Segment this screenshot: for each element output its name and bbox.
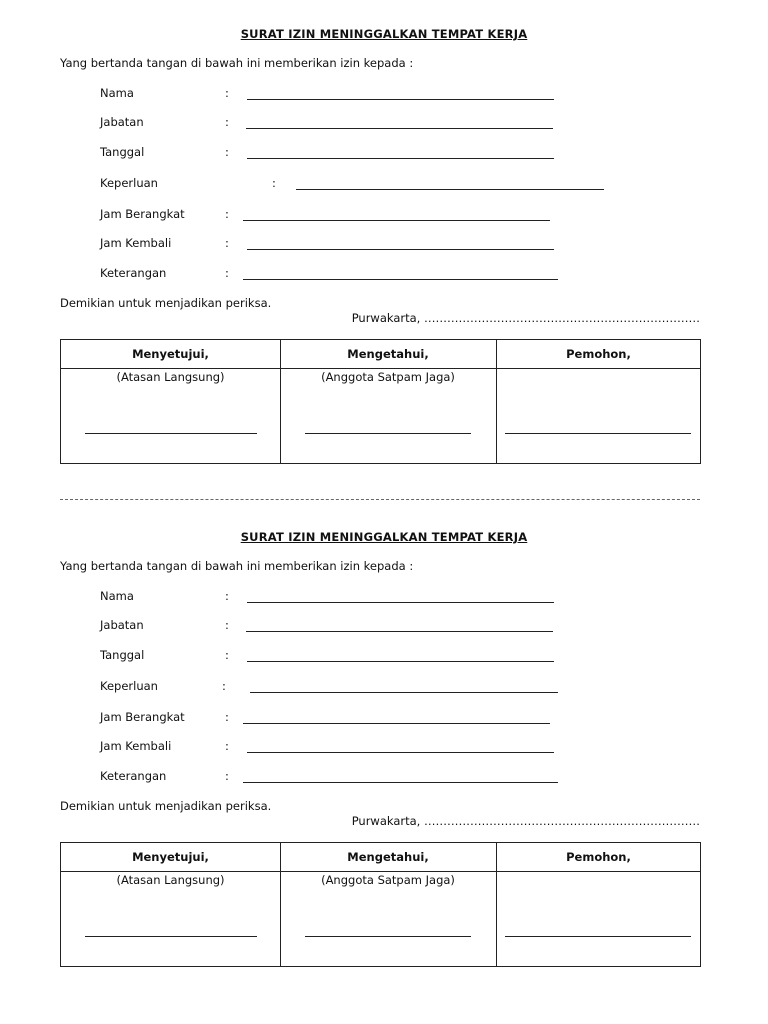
fill-line[interactable] xyxy=(247,661,554,662)
field-colon: : xyxy=(225,618,229,632)
field-label: Keperluan xyxy=(100,679,158,693)
fill-line[interactable] xyxy=(247,752,554,753)
fill-line[interactable] xyxy=(246,128,553,129)
sub-satpam: (Anggota Satpam Jaga) xyxy=(321,370,455,384)
fill-line[interactable] xyxy=(247,158,554,159)
fill-line[interactable] xyxy=(246,631,553,632)
heading-mengetahui: Mengetahui, xyxy=(347,347,429,361)
fill-line[interactable] xyxy=(250,692,558,693)
intro-text: Yang bertanda tangan di bawah ini memberikan izin kepada : xyxy=(60,56,414,70)
field-colon: : xyxy=(225,739,229,753)
fill-line[interactable] xyxy=(243,723,550,724)
field-label: Nama xyxy=(100,86,134,100)
field-label: Tanggal xyxy=(100,648,145,662)
field-colon: : xyxy=(225,266,229,280)
heading-pemohon: Pemohon, xyxy=(566,347,631,361)
field-label: Tanggal xyxy=(100,145,145,159)
fill-line[interactable] xyxy=(243,220,550,221)
field-colon: : xyxy=(225,769,229,783)
field-label: Keperluan xyxy=(100,176,158,190)
field-label: Jam Berangkat xyxy=(100,207,185,221)
field-label: Nama xyxy=(100,589,134,603)
heading-pemohon: Pemohon, xyxy=(566,850,631,864)
signature-table xyxy=(60,842,701,967)
signature-line-pemohon[interactable] xyxy=(505,433,691,434)
heading-menyetujui: Menyetujui, xyxy=(132,347,209,361)
field-colon: : xyxy=(225,145,229,159)
heading-menyetujui: Menyetujui, xyxy=(132,850,209,864)
cut-line-divider xyxy=(60,499,700,500)
signature-line-satpam[interactable] xyxy=(305,936,471,937)
field-colon: : xyxy=(225,207,229,221)
field-colon: : xyxy=(272,176,276,190)
form-title: SURAT IZIN MENINGGALKAN TEMPAT KERJA xyxy=(240,530,528,544)
signature-table xyxy=(60,339,701,464)
field-label: Keterangan xyxy=(100,769,167,783)
sub-atasan: (Atasan Langsung) xyxy=(116,873,225,887)
intro-text: Yang bertanda tangan di bawah ini memberikan izin kepada : xyxy=(60,559,414,573)
place-date: Purwakarta, ……………………………………………………………… xyxy=(351,814,700,828)
fill-line[interactable] xyxy=(247,249,554,250)
signature-line-atasan[interactable] xyxy=(85,433,257,434)
field-colon: : xyxy=(222,679,226,693)
fill-line[interactable] xyxy=(296,189,604,190)
field-colon: : xyxy=(225,86,229,100)
signature-line-satpam[interactable] xyxy=(305,433,471,434)
place-date: Purwakarta, ……………………………………………………………… xyxy=(351,311,700,325)
permit-form-1 xyxy=(0,0,768,480)
signature-line-pemohon[interactable] xyxy=(505,936,691,937)
fill-line[interactable] xyxy=(247,99,554,100)
field-colon: : xyxy=(225,589,229,603)
closing-text: Demikian untuk menjadikan periksa. xyxy=(60,296,272,310)
field-colon: : xyxy=(225,710,229,724)
fill-line[interactable] xyxy=(247,602,554,603)
permit-form-2 xyxy=(0,503,768,983)
field-colon: : xyxy=(225,236,229,250)
field-label: Keterangan xyxy=(100,266,167,280)
field-label: Jam Berangkat xyxy=(100,710,185,724)
sub-atasan: (Atasan Langsung) xyxy=(116,370,225,384)
closing-text: Demikian untuk menjadikan periksa. xyxy=(60,799,272,813)
signature-line-atasan[interactable] xyxy=(85,936,257,937)
field-label: Jam Kembali xyxy=(100,236,172,250)
field-colon: : xyxy=(225,115,229,129)
fill-line[interactable] xyxy=(243,279,558,280)
form-title: SURAT IZIN MENINGGALKAN TEMPAT KERJA xyxy=(240,27,528,41)
field-label: Jam Kembali xyxy=(100,739,172,753)
field-colon: : xyxy=(225,648,229,662)
heading-mengetahui: Mengetahui, xyxy=(347,850,429,864)
field-label: Jabatan xyxy=(100,618,144,632)
field-label: Jabatan xyxy=(100,115,144,129)
sub-satpam: (Anggota Satpam Jaga) xyxy=(321,873,455,887)
fill-line[interactable] xyxy=(243,782,558,783)
